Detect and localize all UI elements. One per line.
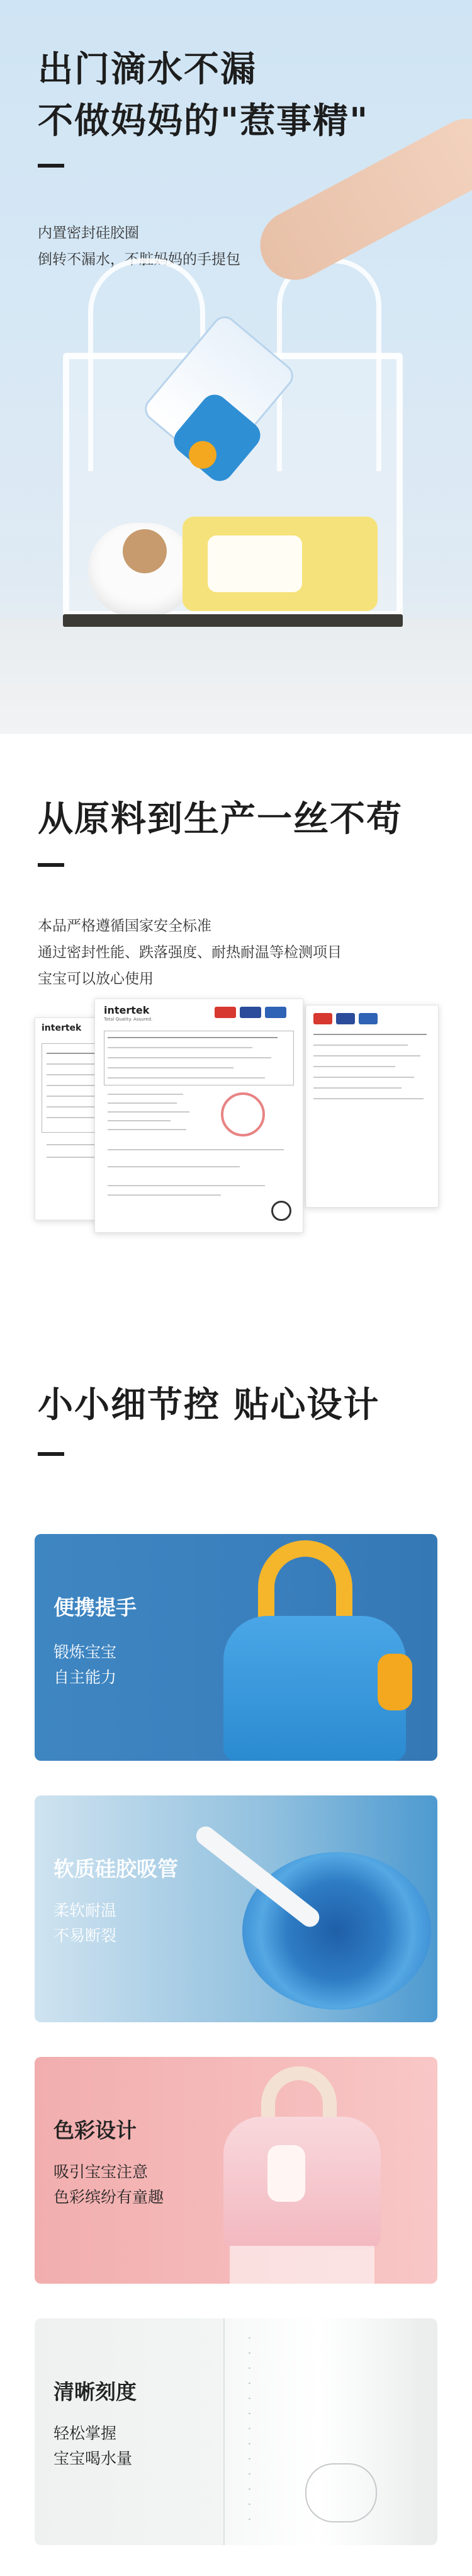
card-line1: 柔软耐温 (53, 1901, 117, 1920)
standards-desc-line2: 通过密封性能、跌落强度、耐热耐温等检测项目 (38, 944, 342, 961)
cap-button-image (267, 2145, 305, 2202)
test-report-right (305, 1005, 439, 1208)
standards-title: 从原料到生产一丝不苟 (38, 799, 403, 840)
cma-badge (215, 1007, 236, 1018)
card-line1: 锻炼宝宝 (53, 1643, 117, 1661)
report-mark-icon (271, 1201, 291, 1221)
floor-surface (0, 617, 472, 734)
red-seal-stamp (221, 1092, 265, 1136)
hero-desc-line1: 内置密封硅胶圈 (38, 225, 139, 241)
details-section (0, 1301, 472, 2576)
card-title: 便携提手 (53, 1595, 137, 1620)
leakproof-section (0, 0, 472, 734)
elephant-print-image (305, 2463, 377, 2522)
ilac-badge (336, 1013, 355, 1024)
standards-desc-line3: 宝宝可以放心使用 (38, 971, 154, 987)
feature-card-scale (35, 2318, 437, 2545)
intertek-logo-center: intertek (104, 1004, 150, 1016)
test-report-center (94, 999, 303, 1233)
cream-handle-image (261, 2066, 337, 2123)
card-line1: 吸引宝宝注意 (53, 2163, 149, 2181)
bag-base (63, 614, 403, 627)
test-report-stack (35, 999, 437, 1288)
standards-title-divider (38, 863, 64, 867)
intertek-tagline: Total Quality. Assured. (104, 1017, 153, 1022)
cnas-badge (359, 1013, 378, 1024)
feature-card-straw (35, 1795, 437, 2022)
hero-title-line1: 出门滴水不漏 (38, 49, 257, 90)
intertek-logo-left: intertek (42, 1023, 82, 1033)
card-line2: 色彩缤纷有童趣 (53, 2188, 164, 2206)
standards-desc-line1: 本品严格遵循国家安全标准 (38, 918, 211, 934)
lock-button-image (378, 1654, 412, 1710)
hero-title-line2: 不做妈妈的"惹事精" (38, 101, 369, 142)
standards-section (0, 734, 472, 1301)
cma-badge (313, 1013, 332, 1024)
cnas-badge (265, 1007, 286, 1018)
hero-title-divider (38, 164, 64, 168)
hero-desc-line2: 倒转不漏水，不脏妈妈的手提包 (38, 251, 240, 268)
feature-card-color (35, 2057, 437, 2284)
ilac-badge (240, 1007, 261, 1018)
card-line2: 不易断裂 (53, 1926, 117, 1945)
card-line2: 宝宝喝水量 (53, 2449, 133, 2468)
bottle-lock-button (189, 441, 216, 469)
card-line1: 轻松掌握 (53, 2424, 117, 2442)
clear-bottle-body (230, 2246, 374, 2284)
card-title: 色彩设计 (53, 2118, 137, 2143)
card-title: 清晰刻度 (53, 2379, 137, 2404)
card-line2: 自主能力 (53, 1668, 117, 1686)
teddy-bear-image (123, 529, 167, 573)
details-title: 小小细节控 贴心设计 (38, 1385, 380, 1426)
volume-scale-marks (249, 2337, 250, 2526)
details-title-divider (38, 1452, 64, 1456)
yellow-handle-image (258, 1540, 352, 1622)
feature-card-handle (35, 1534, 437, 1761)
wet-wipes-label (208, 535, 302, 592)
card-title: 软质硅胶吸管 (53, 1857, 178, 1881)
